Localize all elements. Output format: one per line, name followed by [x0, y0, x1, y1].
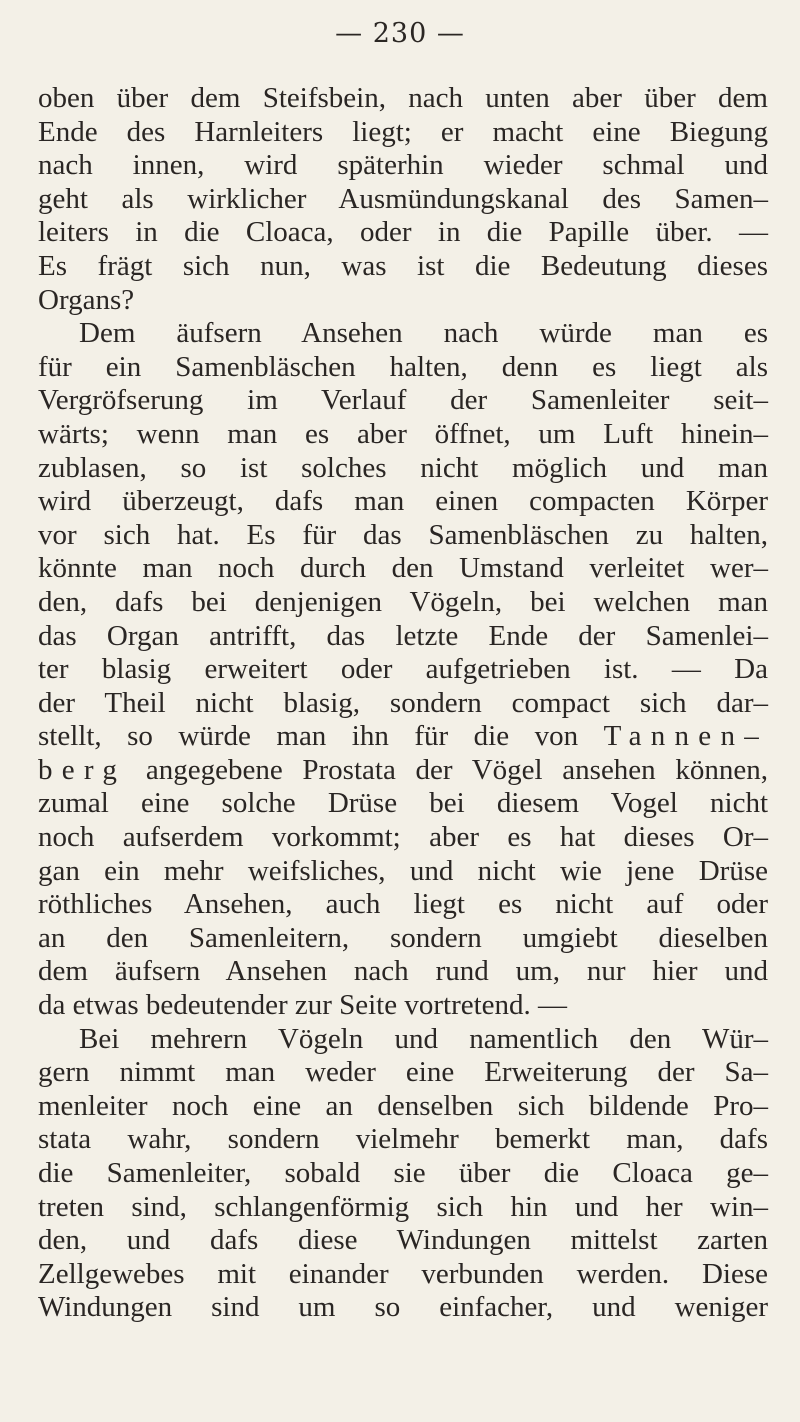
text-line: gern nimmt man weder eine Erweiterung der Sa–: [38, 1056, 768, 1089]
text-line: wird überzeugt, dafs man einen compacten Körper: [38, 485, 768, 518]
text-line: gan ein mehr weifsliches, und nicht wie jene Drüse: [38, 854, 768, 887]
text-line: zumal eine solche Drüse bei diesem Vogel nicht: [38, 787, 768, 820]
text-line: oben über dem Steifsbein, nach unten aber über dem: [38, 82, 768, 114]
text-line: vor sich hat. Es für das Samenbläschen zu halten,: [38, 518, 768, 551]
text-line: das Organ antrifft, das letzte Ende der Samenlei–: [38, 619, 768, 652]
text-line: dem äufsern Ansehen nach rund um, nur hier und: [38, 955, 768, 988]
text-line: ter blasig erweitert oder aufgetrieben ist. — Da: [38, 653, 768, 686]
author-name-part: Tannen–: [603, 720, 769, 753]
text-line: treten sind, schlangenförmig sich hin und her win–: [38, 1190, 768, 1223]
paragraph-start-line: Bei mehrern Vögeln und namentlich den Wür–: [79, 1022, 768, 1055]
text-line: stata wahr, sondern vielmehr bemerkt man, dafs: [38, 1123, 768, 1156]
text-line: noch aufserdem vorkommt; aber es hat dieses Or–: [38, 821, 768, 854]
text-line-with-name: [38, 754, 768, 788]
text-line: röthliches Ansehen, auch liegt es nicht auf oder: [38, 888, 768, 921]
text-line: den, und dafs diese Windungen mittelst zarten: [38, 1224, 768, 1257]
text-line: an den Samenleitern, sondern umgiebt dieselben: [38, 921, 768, 954]
text-line: den, dafs bei denjenigen Vögeln, bei welchen man: [38, 585, 768, 618]
text-segment: angegebene Prostata der Vögel ansehen können,: [145, 753, 769, 786]
text-line: Es frägt sich nun, was ist die Bedeutung dieses: [38, 249, 768, 282]
author-name-part: berg: [38, 753, 127, 786]
text-line: Zellgewebes mit einander verbunden werden. Diese: [38, 1257, 768, 1290]
text-line: leiters in die Cloaca, oder in die Papille über. —: [38, 216, 768, 249]
text-line: geht als wirklicher Ausmündungskanal des Samen–: [38, 182, 768, 215]
text-line: Windungen sind um so einfacher, und weniger: [38, 1291, 768, 1324]
text-line: für ein Samenbläschen halten, denn es liegt als: [38, 350, 768, 383]
text-line: wärts; wenn man es aber öffnet, um Luft hinein–: [38, 417, 768, 450]
text-line: der Theil nicht blasig, sondern compact sich dar–: [38, 686, 768, 719]
text-line: nach innen, wird späterhin wieder schmal und: [38, 149, 768, 182]
text-line: menleiter noch eine an denselben sich bildende Pro–: [38, 1089, 768, 1122]
page-number: — 230 —: [335, 18, 465, 49]
text-line: Organs?: [38, 283, 135, 316]
text-line: da etwas bedeutender zur Seite vortretend. —: [38, 989, 568, 1022]
text-line: die Samenleiter, sobald sie über die Cloaca ge–: [38, 1157, 768, 1189]
text-line: zublasen, so ist solches nicht möglich und man: [38, 451, 768, 484]
text-line-with-name: [38, 720, 768, 754]
paragraph-start-line: Dem äufsern Ansehen nach würde man es: [79, 317, 768, 350]
text-line: könnte man noch durch den Umstand verleitet wer–: [38, 552, 768, 585]
text-line: Vergröfserung im Verlauf der Samenleiter seit–: [38, 384, 768, 417]
text-segment: stellt, so würde man ihn für die von: [38, 720, 579, 753]
text-line: Ende des Harnleiters liegt; er macht eine Biegung: [38, 115, 768, 148]
body-text: [38, 82, 768, 1325]
